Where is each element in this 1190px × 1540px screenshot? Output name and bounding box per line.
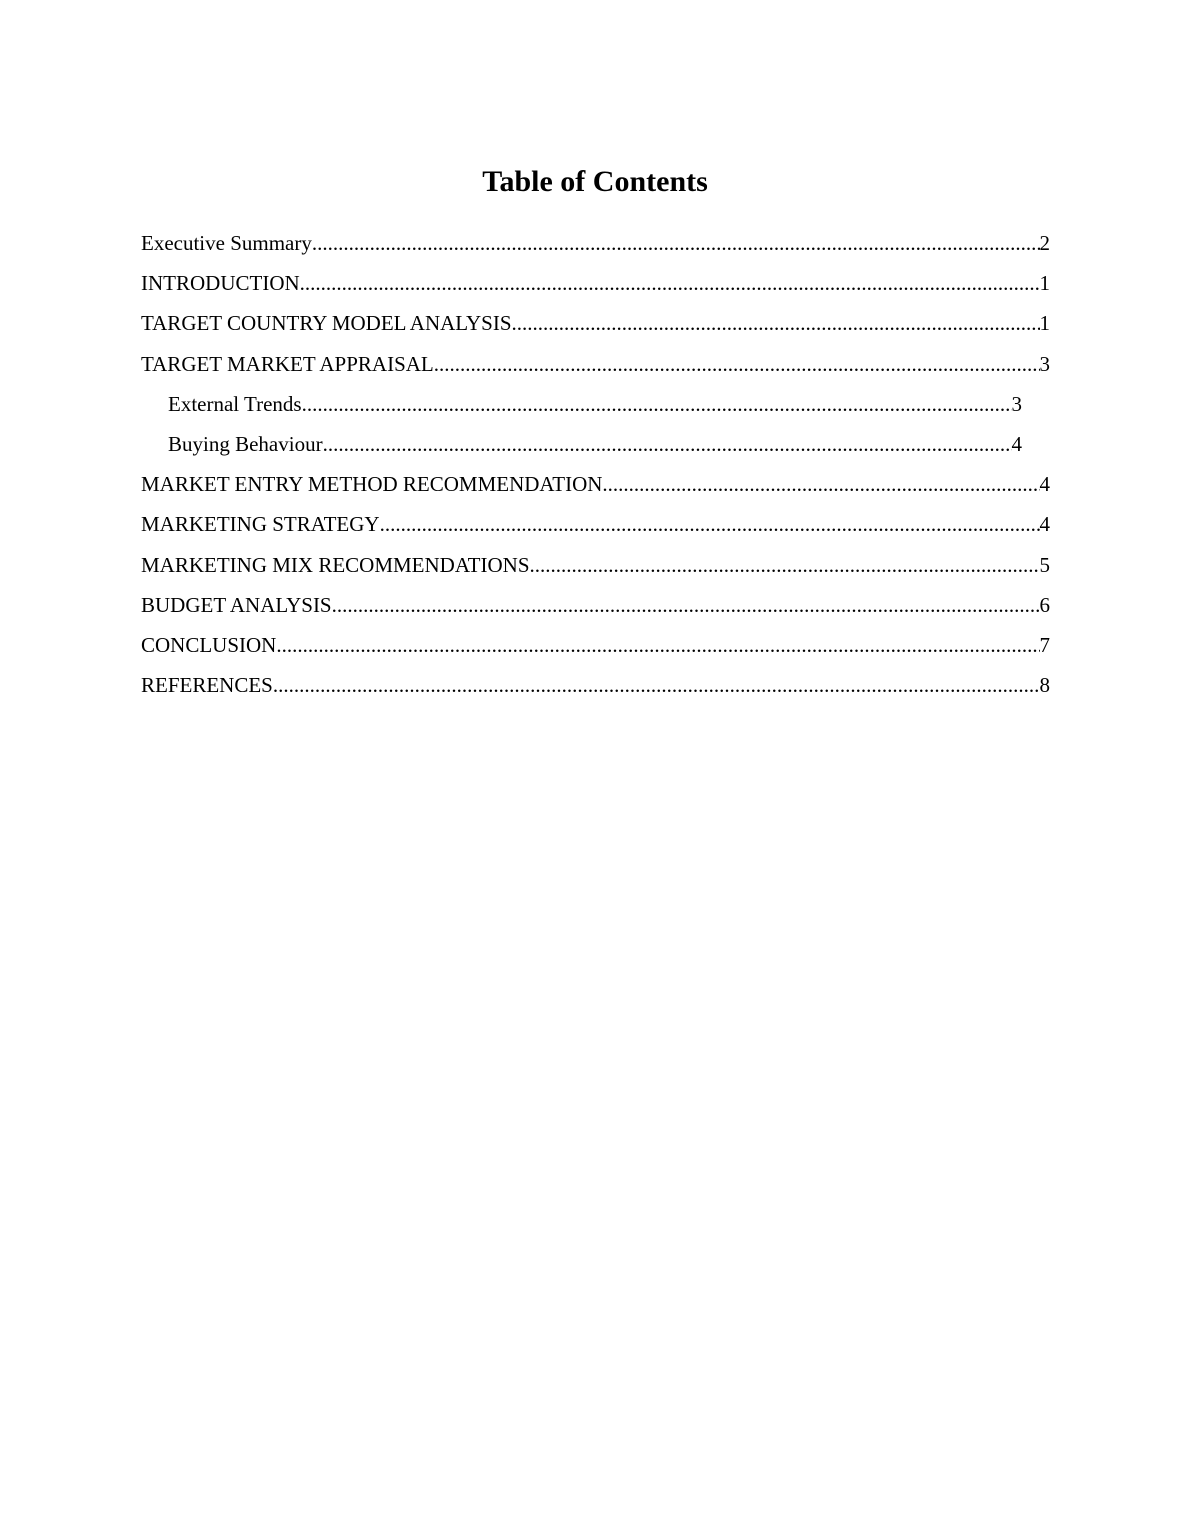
toc-entry-introduction[interactable] xyxy=(141,266,1050,306)
toc-page-number: 4 xyxy=(1039,472,1050,497)
toc-page-number: 4 xyxy=(1039,512,1050,537)
toc-dot-leader xyxy=(276,628,1039,662)
toc-page-number: 7 xyxy=(1039,632,1050,657)
toc-page-number: 1 xyxy=(1039,311,1050,336)
toc-dot-leader xyxy=(323,427,1012,461)
toc-entry-label: Buying Behaviour xyxy=(168,431,323,456)
toc-entry-conclusion[interactable] xyxy=(141,628,1050,668)
toc-page-number: 3 xyxy=(1039,351,1050,376)
page-title: Table of Contents xyxy=(482,165,708,198)
toc-entry-marketing-mix-recommendations[interactable] xyxy=(141,548,1050,588)
toc-entry-external-trends[interactable] xyxy=(141,387,1050,427)
toc-entry-target-market-appraisal[interactable] xyxy=(141,347,1050,387)
toc-page-number: 3 xyxy=(1011,391,1022,416)
toc-entry-label: MARKETING MIX RECOMMENDATIONS xyxy=(141,552,530,577)
toc-entry-market-entry-method-recommendation[interactable] xyxy=(141,467,1050,507)
toc-entry-buying-behaviour[interactable] xyxy=(141,427,1050,467)
toc-entry-executive-summary[interactable] xyxy=(141,226,1050,266)
table-of-contents xyxy=(141,226,1050,708)
toc-entry-label: MARKET ENTRY METHOD RECOMMENDATION xyxy=(141,472,603,497)
toc-entry-label: REFERENCES xyxy=(141,673,273,698)
toc-entry-marketing-strategy[interactable] xyxy=(141,507,1050,547)
toc-entry-label: MARKETING STRATEGY xyxy=(141,512,380,537)
toc-entry-target-country-model-analysis[interactable] xyxy=(141,306,1050,346)
toc-entry-label: BUDGET ANALYSIS xyxy=(141,592,332,617)
toc-page-number: 2 xyxy=(1039,231,1050,255)
toc-entry-label: Executive Summary xyxy=(141,231,312,255)
toc-dot-leader xyxy=(300,266,1040,300)
toc-dot-leader xyxy=(302,387,1012,421)
toc-entry-budget-analysis[interactable] xyxy=(141,588,1050,628)
toc-entry-label: TARGET MARKET APPRAISAL xyxy=(141,351,434,376)
toc-dot-leader xyxy=(273,668,1040,702)
toc-page-number: 1 xyxy=(1039,271,1050,296)
toc-page-number: 5 xyxy=(1039,552,1050,577)
toc-page-number: 6 xyxy=(1039,592,1050,617)
toc-dot-leader xyxy=(512,306,1040,340)
toc-dot-leader xyxy=(380,507,1040,541)
toc-entry-references[interactable] xyxy=(141,668,1050,708)
toc-dot-leader xyxy=(434,347,1040,381)
toc-dot-leader xyxy=(312,226,1040,260)
toc-entry-label: External Trends xyxy=(168,391,302,416)
toc-dot-leader xyxy=(530,548,1040,582)
toc-dot-leader xyxy=(602,467,1039,501)
toc-entry-label: CONCLUSION xyxy=(141,632,277,657)
toc-page-number: 4 xyxy=(1011,431,1022,456)
toc-entry-label: INTRODUCTION xyxy=(141,271,300,296)
toc-page-number: 8 xyxy=(1039,673,1050,698)
toc-dot-leader xyxy=(332,588,1040,622)
toc-entry-label: TARGET COUNTRY MODEL ANALYSIS xyxy=(141,311,512,336)
